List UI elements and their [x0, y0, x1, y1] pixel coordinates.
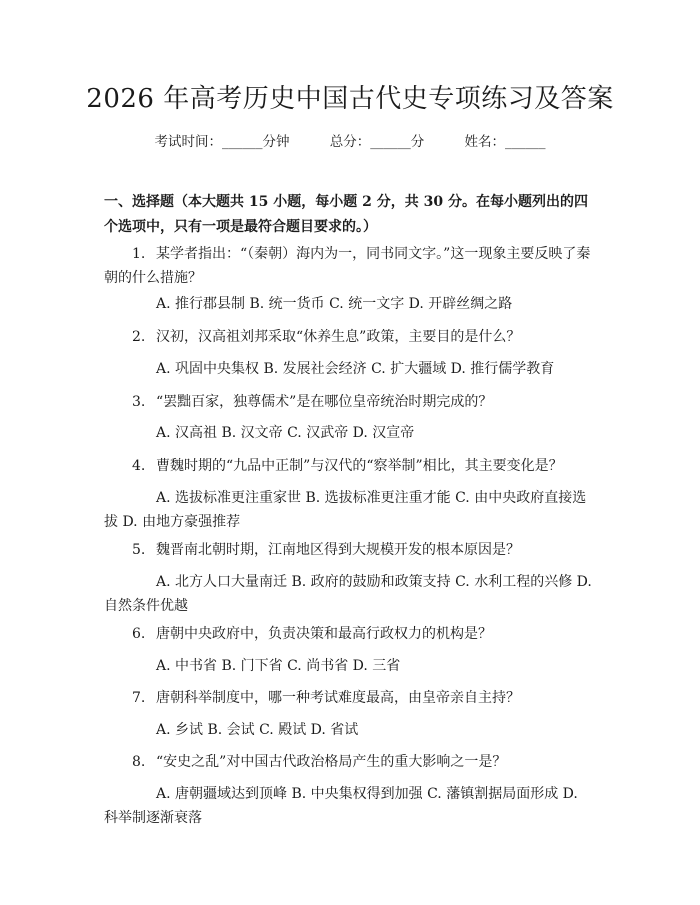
options-text: A. 乡试 B. 会试 C. 殿试 D. 省试: [156, 722, 359, 738]
options-text: A. 唐朝疆域达到顶峰 B. 中央集权得到加强 C. 藩镇割据局面形成 D. 科举制逐渐衰落: [104, 786, 578, 826]
question-3-options: [104, 421, 594, 445]
question-7-options: [104, 718, 594, 742]
question-2-options: [104, 357, 594, 381]
question-stem: 魏晋南北朝时期，江南地区得到大规模开发的根本原因是？: [156, 542, 520, 558]
options-text: A. 推行郡县制 B. 统一货币 C. 统一文字 D. 开辟丝绸之路: [156, 296, 513, 312]
question-3: [104, 390, 594, 414]
question-2: [104, 325, 594, 349]
question-number: 4.: [132, 458, 146, 474]
options-text: A. 北方人口大量南迁 B. 政府的鼓励和政策支持 C. 水利工程的兴修 D. 自然条件优越: [104, 574, 592, 614]
question-4-options: [104, 486, 594, 534]
question-number: 8.: [132, 754, 146, 770]
section-heading: 一、选择题（本大题共 15 小题，每小题 2 分，共 30 分。在每小题列出的四个选项中，只有一项是最符合题目要求的。）: [104, 194, 588, 235]
question-8: [104, 750, 594, 774]
options-text: A. 巩固中央集权 B. 发展社会经济 C. 扩大疆域 D. 推行儒学教育: [156, 361, 555, 377]
total-score-field: 总分：______分: [329, 134, 425, 150]
question-number: 3.: [132, 394, 146, 410]
question-7: [104, 686, 594, 710]
question-stem: 汉初，汉高祖刘邦采取“休养生息”政策，主要目的是什么？: [156, 329, 521, 345]
question-stem: 唐朝中央政府中，负责决策和最高行政权力的机构是？: [156, 626, 492, 642]
question-stem: “安史之乱”对中国古代政治格局产生的重大影响之一是？: [156, 754, 507, 770]
question-1-options: [104, 292, 594, 316]
exam-meta: [0, 132, 700, 152]
question-stem: 唐朝科举制度中，哪一种考试难度最高，由皇帝亲自主持？: [156, 690, 520, 706]
exam-time-field: 考试时间：______分钟: [154, 134, 290, 150]
question-4: [104, 454, 594, 478]
question-stem: “罢黜百家，独尊儒术”是在哪位皇帝统治时期完成的？: [156, 394, 493, 410]
question-number: 6.: [132, 626, 146, 642]
question-8-options: [104, 782, 594, 830]
question-number: 1.: [132, 246, 146, 262]
page-title: 2026 年高考历史中国古代史专项练习及答案: [86, 84, 614, 114]
options-text: A. 汉高祖 B. 汉文帝 C. 汉武帝 D. 汉宣帝: [156, 425, 415, 441]
question-6: [104, 622, 594, 646]
question-number: 2.: [132, 329, 146, 345]
question-5-options: [104, 570, 594, 618]
question-1: [104, 242, 594, 290]
question-stem: 曹魏时期的“九品中正制”与汉代的“察举制”相比，其主要变化是？: [156, 458, 563, 474]
options-text: A. 中书省 B. 门下省 C. 尚书省 D. 三省: [156, 658, 401, 674]
question-number: 5.: [132, 542, 146, 558]
student-name-field: 姓名：______: [464, 134, 546, 150]
options-text: A. 选拔标准更注重家世 B. 选拔标准更注重才能 C. 由中央政府直接选拔 D. 由地方豪强推荐: [104, 490, 587, 530]
question-6-options: [104, 654, 594, 678]
question-number: 7.: [132, 690, 146, 706]
question-stem: 某学者指出：“（秦朝）海内为一，同书同文字。”这一现象主要反映了秦朝的什么措施？: [104, 246, 591, 286]
question-5: [104, 538, 594, 562]
